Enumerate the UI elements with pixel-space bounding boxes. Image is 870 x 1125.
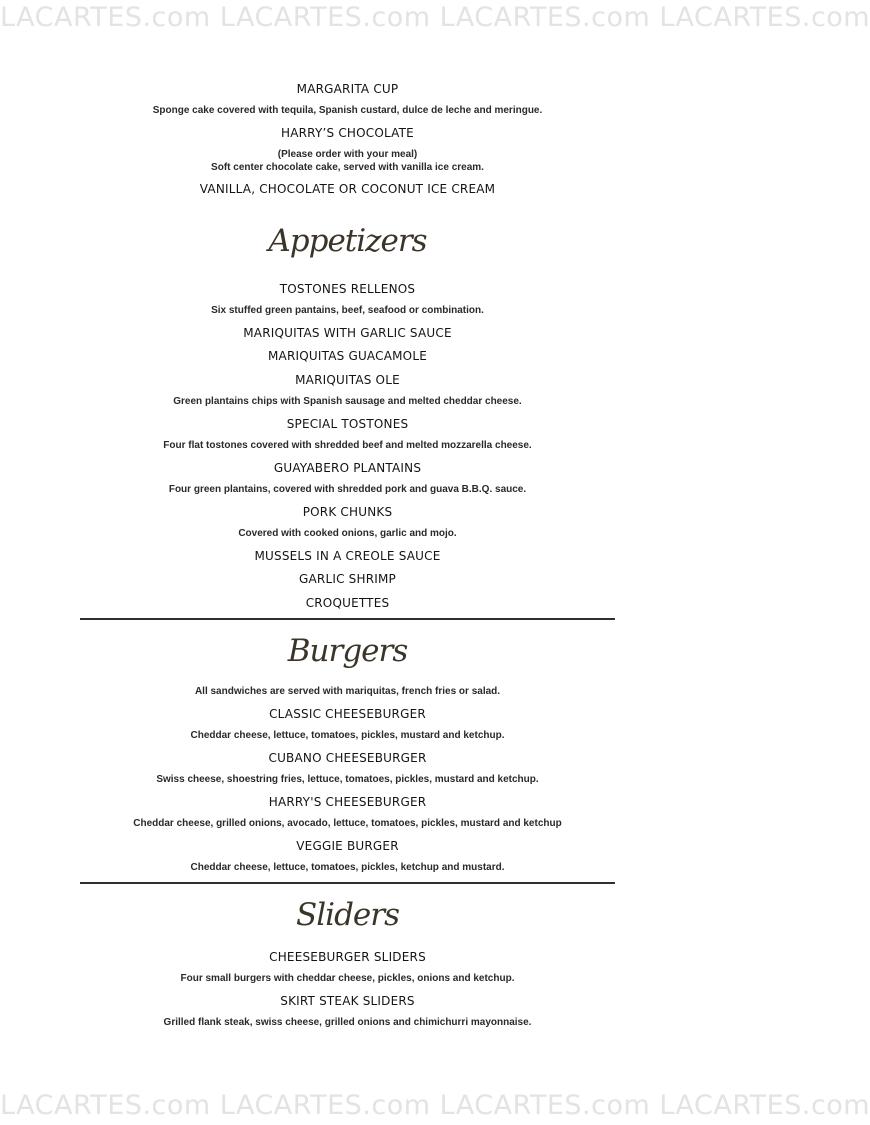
menu-item-name: VANILLA, CHOCOLATE OR COCONUT ICE CREAM bbox=[199, 182, 496, 196]
watermark-bottom: LACARTES.com LACARTES.com LACARTES.com LACARTES.com bbox=[0, 1090, 870, 1121]
menu-item-name: CLASSIC CHEESEBURGER bbox=[269, 707, 426, 721]
menu-item-name: TOSTONES RELLENOS bbox=[279, 282, 416, 296]
menu-item-name: CUBANO CHEESEBURGER bbox=[268, 751, 427, 765]
menu-item-description: Four flat tostones covered with shredded beef and melted mozzarella cheese. bbox=[163, 440, 532, 451]
section-divider bbox=[80, 618, 615, 620]
menu-item-note: (Please order with your meal) bbox=[277, 149, 418, 160]
section-heading-appetizers: Appetizers bbox=[268, 223, 427, 259]
menu-item-name: CHEESEBURGER SLIDERS bbox=[269, 950, 426, 964]
menu-item-name: GUAYABERO PLANTAINS bbox=[273, 461, 422, 475]
menu-item-name: HARRY'S CHEESEBURGER bbox=[268, 795, 427, 809]
section-divider bbox=[80, 882, 615, 884]
menu-item-name: MUSSELS IN A CREOLE SAUCE bbox=[254, 549, 441, 563]
menu-item-name: PORK CHUNKS bbox=[302, 505, 393, 519]
menu-item-name: MARIQUITAS GUACAMOLE bbox=[268, 349, 427, 363]
section-intro: All sandwiches are served with mariquitas, french fries or salad. bbox=[194, 686, 501, 697]
watermark-top: LACARTES.com LACARTES.com LACARTES.com LACARTES.com bbox=[0, 2, 870, 33]
menu-item-name: MARIQUITAS OLE bbox=[295, 373, 400, 387]
menu-item-name: MARIQUITAS WITH GARLIC SAUCE bbox=[243, 326, 452, 340]
menu-item-description: Sponge cake covered with tequila, Spanish custard, dulce de leche and meringue. bbox=[152, 105, 543, 116]
menu-item-name: VEGGIE BURGER bbox=[296, 839, 399, 853]
menu-item-description: Four green plantains, covered with shredded pork and guava B.B.Q. sauce. bbox=[168, 484, 527, 495]
menu-item-description: Cheddar cheese, lettuce, tomatoes, pickles, ketchup and mustard. bbox=[190, 862, 505, 873]
menu-item-name: GARLIC SHRIMP bbox=[299, 572, 396, 586]
menu-item-name: CROQUETTES bbox=[305, 596, 390, 610]
menu-item-description: Soft center chocolate cake, served with vanilla ice cream. bbox=[211, 162, 484, 173]
menu-item-description: Swiss cheese, shoestring fries, lettuce, tomatoes, pickles, mustard and ketchup. bbox=[156, 774, 539, 785]
menu-item-description: Grilled flank steak, swiss cheese, grilled onions and chimichurri mayonnaise. bbox=[163, 1017, 532, 1028]
menu-item-description: Covered with cooked onions, garlic and mojo. bbox=[238, 528, 457, 539]
menu-item-name: MARGARITA CUP bbox=[296, 82, 399, 96]
menu-item-description: Cheddar cheese, lettuce, tomatoes, pickles, mustard and ketchup. bbox=[190, 730, 505, 741]
section-heading-sliders: Sliders bbox=[296, 897, 399, 933]
menu-item-name: SKIRT STEAK SLIDERS bbox=[280, 994, 415, 1008]
menu-item-name: HARRY’S CHOCOLATE bbox=[281, 126, 414, 140]
menu-item-description: Six stuffed green pantains, beef, seafood or combination. bbox=[211, 305, 484, 316]
section-heading-burgers: Burgers bbox=[287, 633, 408, 669]
menu-item-description: Green plantains chips with Spanish sausage and melted cheddar cheese. bbox=[173, 396, 522, 407]
menu-item-description: Four small burgers with cheddar cheese, pickles, onions and ketchup. bbox=[180, 973, 515, 984]
menu-item-description: Cheddar cheese, grilled onions, avocado, lettuce, tomatoes, pickles, mustard and ketchup bbox=[133, 818, 562, 829]
menu-item-name: SPECIAL TOSTONES bbox=[286, 417, 409, 431]
